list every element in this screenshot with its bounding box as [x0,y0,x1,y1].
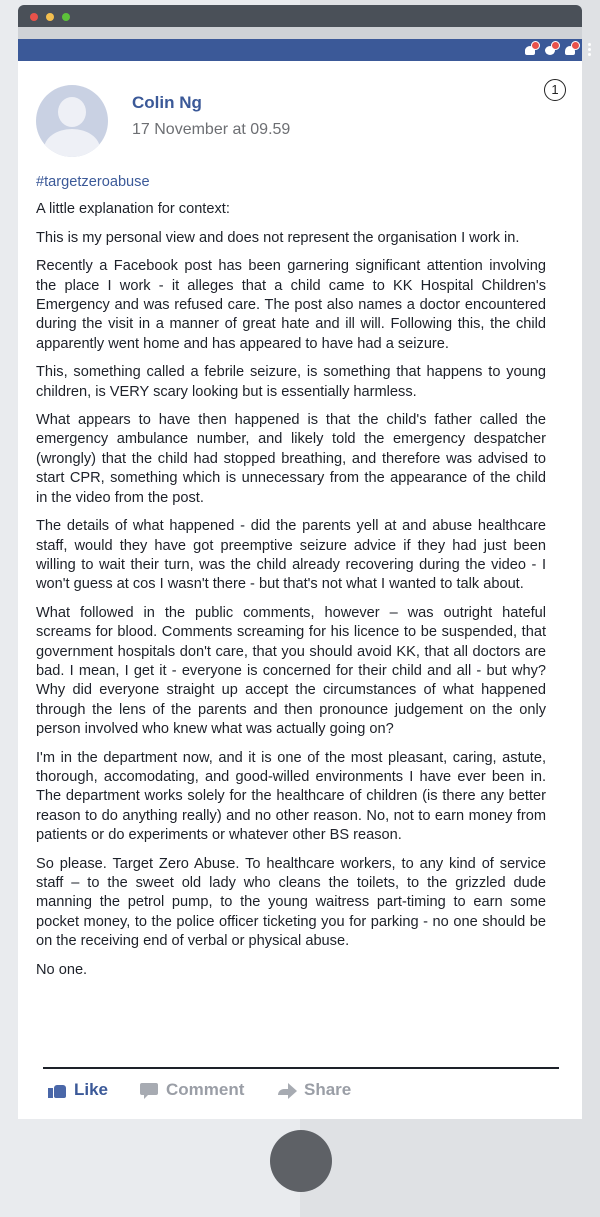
thumbs-up-icon [48,1082,66,1098]
share-arrow-icon [278,1082,296,1098]
default-profile-icon[interactable] [36,85,108,157]
close-window-dot[interactable] [30,13,38,21]
post-paragraph: This is my personal view and does not represent the organisation I work in. [36,229,520,246]
post-paragraph: This, something called a febrile seizure, is something that happens to young children, is VERY scary looking but is essentially harmless. [36,364,546,400]
post-card [18,61,582,1119]
like-label: Like [74,1080,109,1099]
post-paragraph: I'm in the department now, and it is one of the most pleasant, caring, astute, thorough, accomodating, and good-willed environments I have ever been in. The department works solely for the healthcare of children (is there any better reason to do anything really) and no other reason. No, not to earn money from patients or do experiments or whatever other BS reason. [36,749,546,844]
post-paragraph: A little explanation for context: [36,201,230,218]
maximize-window-dot[interactable] [62,13,70,21]
post-paragraph: Recently a Facebook post has been garnering significant attention involving the place I work - it alleges that a child came to KK Hospital Children's Emergency and was refused care. The post also names a doctor encountered during the visit in a manner of great hate and ill will. Following this, the child apparently went home and has appeared to have had a seizure. [36,258,546,352]
address-bar [18,27,582,39]
messages-icon[interactable] [544,43,558,57]
like-button[interactable] [48,1078,108,1102]
friend-requests-icon[interactable] [524,43,538,57]
post-paragraph: The details of what happened - did the parents yell at and abuse healthcare staff, would they have got preemptive seizure advice if they had just been willing to wait their turn, was the child already recovering during the video - I won't guess at cos I wasn't there - but that's not what I wanted to talk about. [36,518,546,593]
actions-divider [43,1067,559,1069]
notifications-icon[interactable] [564,43,578,57]
post-timestamp[interactable]: 17 November at 09.59 [132,121,291,138]
comment-button[interactable] [140,1078,244,1102]
more-menu-icon[interactable] [588,43,592,57]
share-label: Share [304,1080,352,1099]
post-actions [48,1078,548,1102]
post-paragraph: What followed in the public comments, however – was outright hateful screams for blood. Comments screaming for his licence to be suspended, that government hospitals don't care, that you should avoid KK, that all doctors are bad. I mean, I get it - everyone is concerned for their child and all - but why? Why did everyone straight up accept the circumstances of what happened through the lens of the parents and then pronounce judgement on the only person involved who knew what was actually going on? [36,604,546,738]
comment-label: Comment [166,1080,245,1099]
post-author[interactable]: Colin Ng [132,93,202,112]
share-button[interactable] [278,1078,351,1102]
post-number-badge: 1 [544,79,566,101]
hashtag-link[interactable]: #targetzeroabuse [36,174,150,190]
post-paragraph: What appears to have then happened is that the child's father called the emergency ambulance number, and likely told the emergency despatcher (wrongly) that the child had stopped breathing, and therefore was advised to start CPR, something which is unnecessary from the appearance of the child in the video from the post. [36,412,546,506]
post-paragraph: No one. [36,961,88,978]
minimize-window-dot[interactable] [46,13,54,21]
phone-home-button[interactable] [270,1130,332,1192]
facebook-top-bar [18,39,582,61]
post-paragraph: So please. Target Zero Abuse. To healthcare workers, to any kind of service staff – to the sweet old lady who cleans the toilets, to the grizzled dude manning the petrol pump, to the young waitress part-timing to earn some pocket money, to the police officer ticketing you for parking - no one should be on the receiving end of verbal or physical abuse. [36,855,546,950]
window-titlebar [18,5,582,27]
speech-bubble-icon [140,1082,158,1098]
post-content [36,173,546,989]
